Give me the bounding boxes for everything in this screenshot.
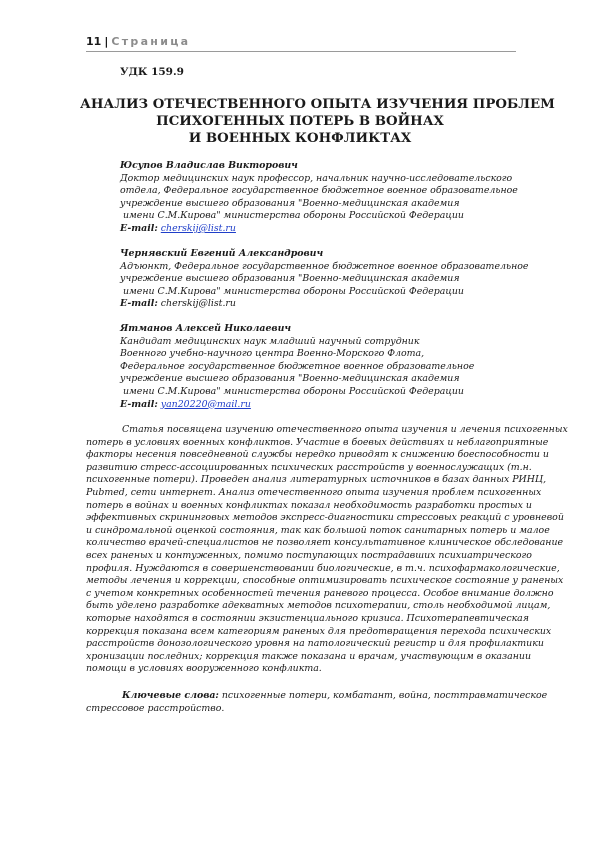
email-link[interactable]: yan20220@mail.ru	[160, 398, 251, 410]
author-affiliation-line: имени С.М.Кирова" министерства обороны Российской Федерации	[120, 210, 464, 222]
abstract-line: и синдромальной оценкой состояния, так как большой поток санитарных потерь и малое	[86, 524, 550, 536]
abstract-line: количество врачей-специалистов не позволяет консультативное клиническое обследование	[86, 537, 564, 549]
abstract-line: быть уделено разработке адекватных методов психотерапии, столь необходимой лицам,	[86, 600, 551, 612]
author-affiliation-line: имени С.М.Кирова" министерства обороны Российской Федерации	[120, 285, 464, 297]
author-affiliation-line: Федеральное государственное бюджетное военное образовательное	[120, 360, 475, 372]
author-name: Чернявский Евгений Александрович	[120, 248, 324, 259]
email-label: E-mail:	[120, 222, 158, 234]
author-affiliation-line: Кандидат медицинских наук младший научный сотрудник	[120, 335, 420, 347]
abstract-line: Статья посвящена изучению отечественного опыта изучения и лечения психогенных	[122, 424, 568, 435]
email-label: E-mail:	[120, 398, 158, 410]
author-name: Юсупов Владислав Викторович	[120, 160, 298, 171]
keywords-text: психогенные потери, комбатант, война, посттравматическое	[221, 690, 548, 701]
article-title	[80, 96, 555, 147]
abstract-line: помощи в условиях вооруженного конфликта.	[86, 663, 322, 675]
keywords	[86, 689, 548, 715]
abstract-line: эффективных скрининговых методов экспресс-диагностики стрессовых реакций с уровневой	[86, 512, 564, 524]
title-line: И ВОЕННЫХ КОНФЛИКТАХ	[188, 131, 412, 146]
abstract-line: Pubmed, сети интернет. Анализ отечественного опыта изучения проблем психогенных	[86, 486, 542, 498]
author-block	[120, 248, 540, 311]
author-email-row	[120, 399, 540, 412]
page-header	[86, 35, 516, 52]
author-affiliation-line: учреждение высшего образования "Военно-медицинская академия	[120, 273, 460, 285]
abstract-line: развитию стресс-ассоциированных психических расстройств у военнослужащих (т.н.	[86, 461, 532, 473]
abstract-line: психогенные потери). Проведен анализ литературных источников в базах данных РИНЦ,	[86, 474, 547, 486]
author-email-row	[120, 223, 540, 236]
author-affiliation-line: отдела, Федеральное государственное бюджетное военное образовательное	[120, 185, 518, 197]
author-affiliation-line: Адъюнкт, Федеральное государственное бюджетное военное образовательное	[120, 260, 529, 272]
keywords-line: стрессовое расстройство.	[86, 703, 225, 715]
title-line: АНАЛИЗ ОТЕЧЕСТВЕННОГО ОПЫТА ИЗУЧЕНИЯ ПРОБЛЕМ	[80, 97, 555, 112]
author-affiliation-line: Военного учебно-научного центра Военно-Морского Флота,	[120, 348, 425, 360]
keywords-label: Ключевые слова:	[122, 690, 219, 701]
author-affiliation-line: Доктор медицинских наук профессор, начальник научно-исследовательского	[120, 172, 513, 184]
email-label: E-mail:	[120, 298, 158, 310]
abstract	[86, 424, 568, 676]
page-number: 11	[86, 35, 102, 48]
author-block	[120, 323, 540, 411]
keywords-line	[86, 689, 548, 702]
abstract-line: коррекция показана всем категориям раненых для предотвращения перехода психических	[86, 625, 552, 637]
author-affiliation-line: имени С.М.Кирова" министерства обороны Российской Федерации	[120, 385, 464, 397]
author-affiliation-line: учреждение высшего образования "Военно-медицинская академия	[120, 197, 460, 209]
page-word: Страница	[111, 35, 191, 48]
email-text: cherskij@list.ru	[160, 298, 236, 310]
title-line: ПСИХОГЕННЫХ ПОТЕРЬ В ВОЙНАХ	[156, 114, 444, 129]
abstract-line: с учетом конкретных особенностей течения раневого процесса. Особое внимание должно	[86, 587, 554, 599]
header-separator: |	[104, 35, 109, 48]
abstract-line: факторы несения повседневной службы нередко приводят к снижению боеспособности и	[86, 449, 549, 461]
abstract-line: потерь в условиях военных конфликтов. Участие в боевых действиях и неблагоприятные	[86, 436, 549, 448]
abstract-line: методы лечения и коррекции, способные оптимизировать психическое состояние у раненых	[86, 575, 564, 587]
abstract-line: которые находятся в состоянии экзистенциального кризиса. Психотерапевтическая	[86, 612, 529, 624]
author-name: Ятманов Алексей Николаевич	[120, 323, 292, 334]
email-link[interactable]: cherskij@list.ru	[160, 222, 236, 234]
author-affiliation-line: учреждение высшего образования "Военно-медицинская академия	[120, 373, 460, 385]
udk-code: УДК 159.9	[120, 66, 184, 78]
abstract-line: хронизации последних; коррекция также показана и врачам, участвующим в оказании	[86, 650, 531, 662]
abstract-line: расстройств донозологического уровня на патологический регистр и для профилактики	[86, 638, 544, 650]
abstract-line: всех раненых и контуженных, помимо поступающих пострадавших психиатрического	[86, 549, 532, 561]
abstract-line: профиля. Нуждаются в совершенствовании биологические, в т.ч. психофармакологические,	[86, 562, 560, 574]
author-block	[120, 160, 540, 236]
abstract-line: потерь в войнах и военных конфликтах показал необходимость разработки простых и	[86, 499, 532, 511]
author-email-row	[120, 298, 540, 311]
